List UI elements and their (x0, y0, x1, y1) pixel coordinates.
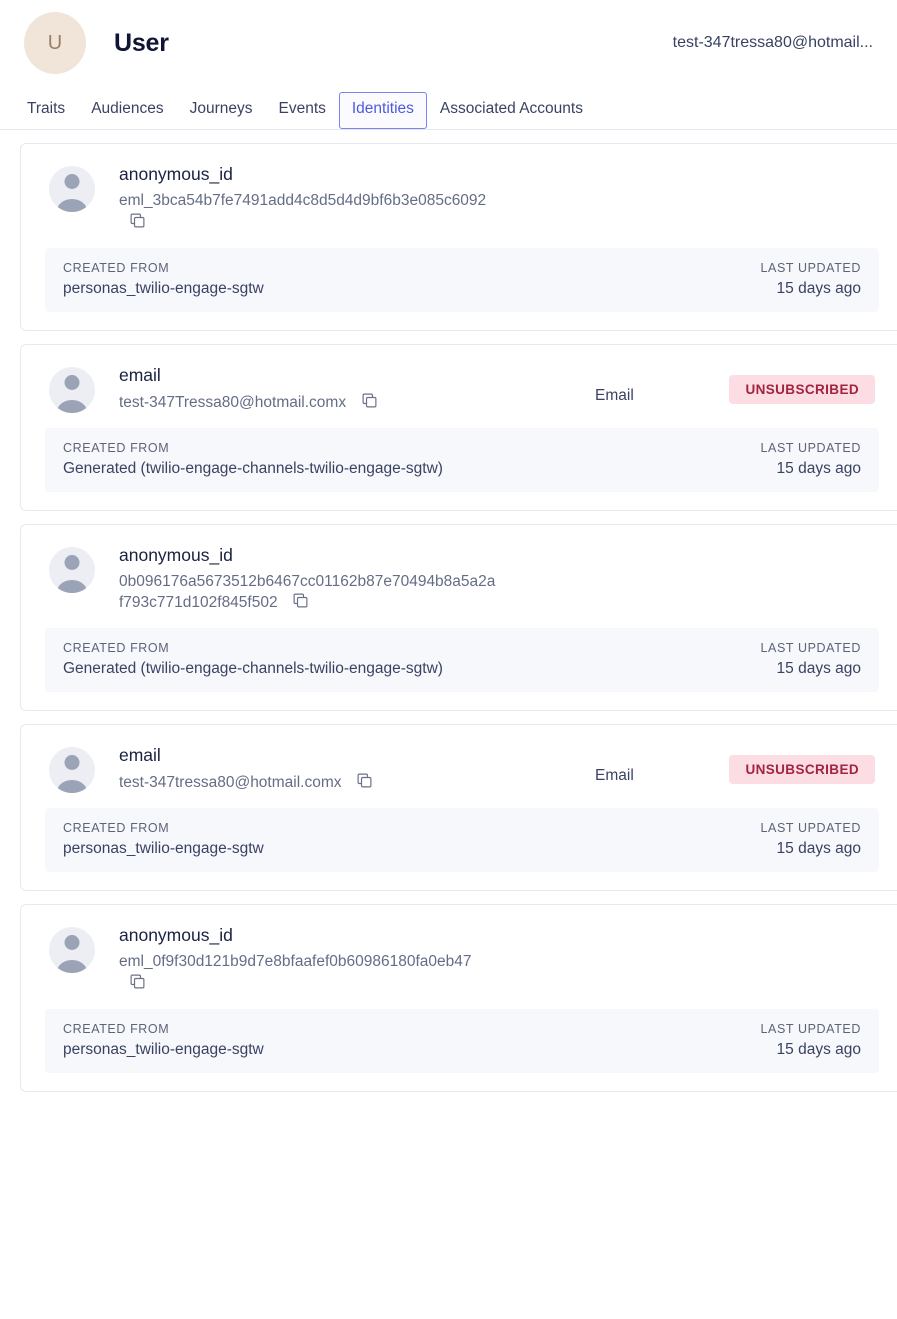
identity-type: anonymous_id (119, 164, 233, 184)
created-from-value: personas_twilio-engage-sgtw (63, 840, 264, 858)
identity-card (20, 524, 897, 712)
identity-list (0, 143, 897, 1092)
identity-card-main (21, 905, 897, 1009)
page-header (0, 0, 897, 130)
created-from-block (63, 641, 443, 678)
identity-value: test-347Tressa80@hotmail.comx (119, 393, 347, 411)
last-updated-block (760, 441, 861, 478)
identity-card-main (21, 144, 897, 248)
created-from-label: CREATED FROM (63, 440, 170, 455)
last-updated-value: 15 days ago (776, 1041, 861, 1059)
tab-traits[interactable]: Traits (27, 100, 66, 118)
tab-journeys[interactable]: Journeys (189, 100, 253, 118)
header-top-row (0, 0, 897, 86)
page-title: User (114, 28, 169, 57)
identity-card-main (21, 525, 897, 629)
last-updated-value: 15 days ago (776, 840, 861, 858)
identity-value: eml_0f9f30d121b9d7e8bfaafef0b60986180fa0eb47 (119, 953, 472, 971)
identity-type: email (119, 745, 161, 766)
identity-card (20, 904, 897, 1092)
identity-card-footer (45, 628, 879, 692)
identity-type: anonymous_id (119, 544, 233, 565)
copy-icon[interactable] (129, 973, 146, 995)
created-from-block (63, 441, 443, 478)
created-from-block (63, 261, 264, 298)
created-from-value: Generated (twilio-engage-channels-twilio-engage-sgtw) (63, 459, 443, 477)
identity-card-footer (45, 808, 879, 872)
identity-card (20, 344, 897, 511)
created-from-label: CREATED FROM (63, 641, 170, 656)
identity-info (119, 745, 373, 794)
identity-avatar-icon (49, 367, 95, 413)
status-badge: UNSUBSCRIBED (729, 755, 875, 784)
status-badge: UNSUBSCRIBED (729, 375, 875, 404)
identity-card (20, 143, 897, 331)
created-from-block (63, 821, 264, 858)
identity-value: test-347tressa80@hotmail.comx (119, 774, 342, 792)
identity-card-main (21, 725, 897, 808)
identity-card-footer (45, 1009, 879, 1073)
last-updated-label: LAST UPDATED (760, 641, 861, 656)
identity-card-footer (45, 248, 879, 312)
last-updated-label: LAST UPDATED (760, 1022, 861, 1037)
identity-avatar-icon (49, 547, 95, 593)
copy-icon[interactable] (356, 772, 373, 794)
created-from-value: personas_twilio-engage-sgtw (63, 279, 264, 297)
identity-value-row (119, 394, 378, 411)
last-updated-value: 15 days ago (776, 660, 861, 678)
avatar: U (24, 12, 86, 74)
copy-icon[interactable] (129, 212, 146, 234)
last-updated-value: 15 days ago (776, 279, 861, 297)
created-from-block (63, 1022, 264, 1059)
identity-value: eml_3bca54b7fe7491add4c8d5d4d9bf6b3e085c6092 (119, 191, 487, 209)
identity-card (20, 724, 897, 891)
last-updated-block (760, 1022, 861, 1059)
tab-identities[interactable]: Identities (339, 92, 427, 129)
user-email-label: test-347tressa80@hotmail... (672, 34, 873, 51)
identity-info (119, 365, 378, 414)
created-from-value: personas_twilio-engage-sgtw (63, 1041, 264, 1059)
tab-bar (0, 86, 897, 129)
last-updated-block (760, 641, 861, 678)
last-updated-label: LAST UPDATED (760, 260, 861, 275)
created-from-label: CREATED FROM (63, 1022, 170, 1037)
identity-value-row (119, 774, 373, 791)
tab-audiences[interactable]: Audiences (91, 100, 164, 118)
identity-value-row (119, 192, 486, 231)
last-updated-label: LAST UPDATED (760, 440, 861, 455)
last-updated-block (760, 261, 861, 298)
identity-value-row (119, 573, 495, 612)
created-from-label: CREATED FROM (63, 260, 170, 275)
identity-channel: Email (595, 386, 634, 404)
created-from-value: Generated (twilio-engage-channels-twilio-engage-sgtw) (63, 660, 443, 678)
tab-events[interactable]: Events (278, 100, 326, 118)
copy-icon[interactable] (361, 392, 378, 414)
identity-type: email (119, 364, 161, 385)
identity-avatar-icon (49, 166, 95, 212)
last-updated-block (760, 821, 861, 858)
identity-card-footer (45, 428, 879, 492)
identity-avatar-icon (49, 747, 95, 793)
identity-type: anonymous_id (119, 925, 233, 946)
copy-icon[interactable] (292, 592, 309, 614)
last-updated-label: LAST UPDATED (760, 821, 861, 836)
identity-avatar-icon (49, 927, 95, 973)
identity-value: 0b096176a5673512b6467cc01162b87e70494b8a5a2af793c771d102f845f502 (119, 572, 496, 612)
created-from-label: CREATED FROM (63, 821, 170, 836)
tab-associated-accounts[interactable]: Associated Accounts (439, 100, 583, 118)
identity-value-row (119, 953, 472, 992)
last-updated-value: 15 days ago (776, 459, 861, 477)
identity-card-main (21, 345, 897, 428)
identity-info (119, 164, 499, 234)
identity-info (119, 925, 499, 995)
identity-info (119, 545, 499, 615)
identity-channel: Email (595, 767, 634, 785)
